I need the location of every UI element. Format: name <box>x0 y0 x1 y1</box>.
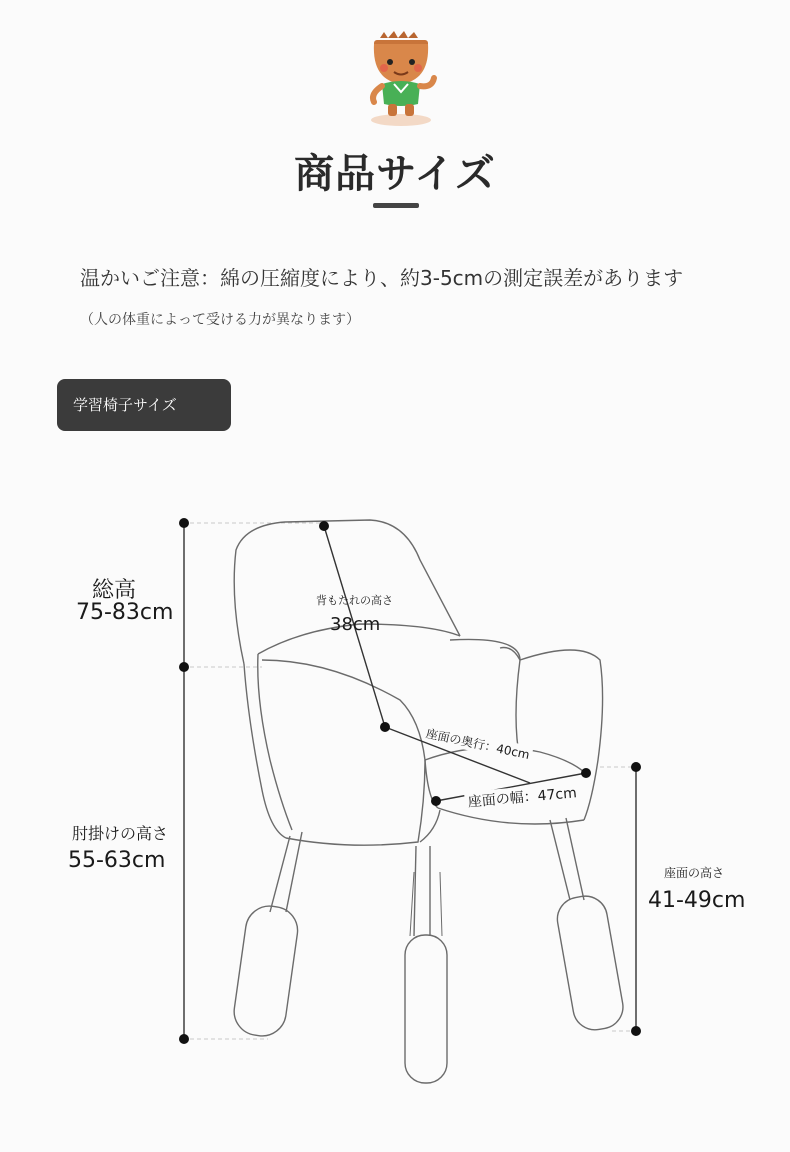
notice-text: 温かいご注意：綿の圧縮度により、約3-5cmの測定誤差があります <box>80 266 684 290</box>
total-height-label: 総高 <box>92 578 137 603</box>
page-title: 商品サイズ <box>294 151 496 197</box>
chair-diagram <box>0 460 790 1120</box>
total-height-value: 75-83cm <box>76 600 174 625</box>
armrest-height-label: 肘掛けの高さ <box>72 824 169 843</box>
mascot-icon <box>360 28 442 128</box>
seat-height-label: 座面の高さ <box>664 866 725 880</box>
seat-width-label: 座面の幅：47cm <box>464 782 580 812</box>
backrest-height-value: 38cm <box>330 614 381 635</box>
tab-study-chair-size[interactable]: 学習椅子サイズ <box>57 379 231 431</box>
backrest-height-label: 背もたれの高さ <box>316 594 393 607</box>
title-underline <box>373 203 419 208</box>
seat-height-value: 41-49cm <box>648 888 746 913</box>
seat-depth-label: 座面の奥行：40cm <box>422 724 533 763</box>
armrest-height-value: 55-63cm <box>68 848 166 873</box>
notice-subtext: （人の体重によって受ける力が異なります） <box>80 312 360 328</box>
